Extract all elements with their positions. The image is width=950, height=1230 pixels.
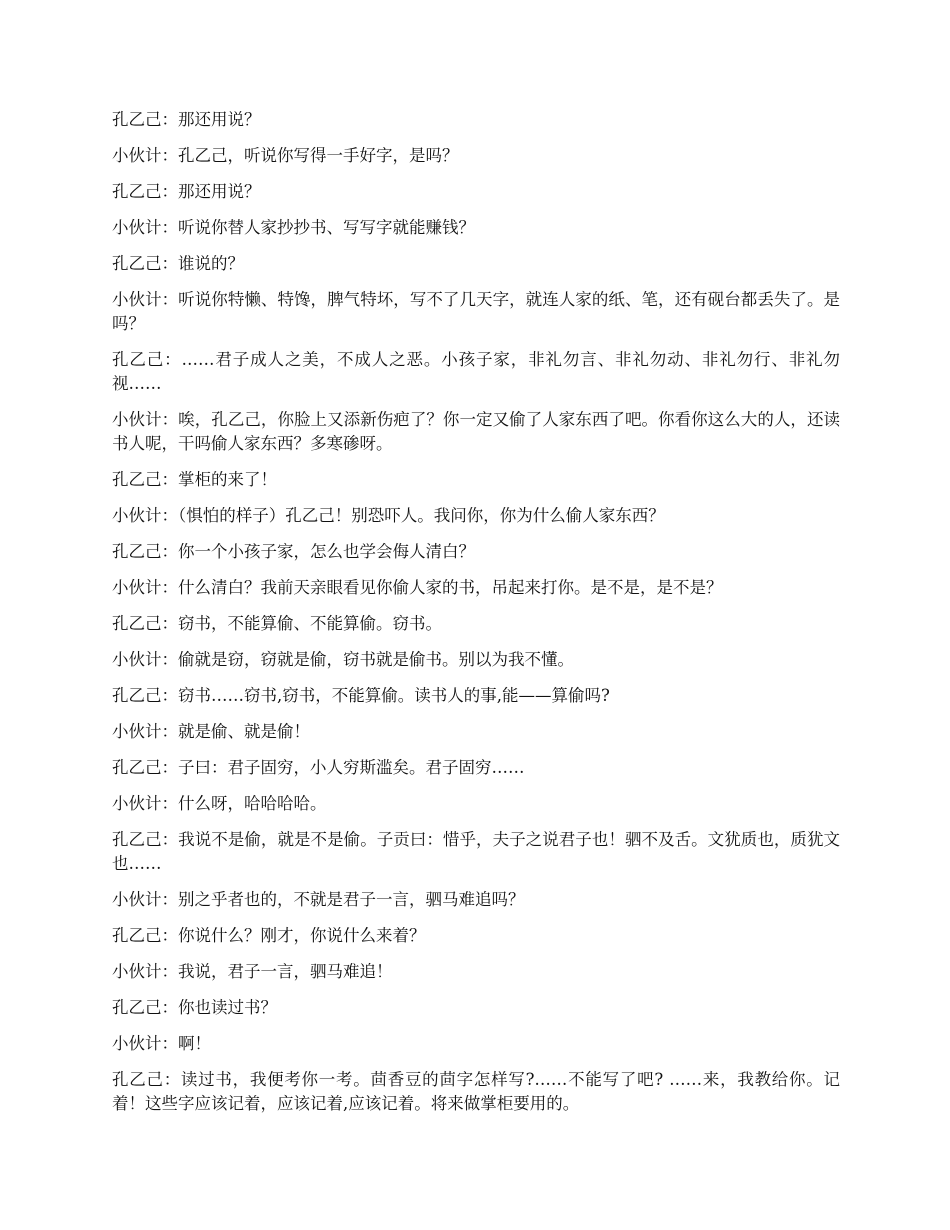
dialogue-line: 小伙计：偷就是窃，窃就是偷，窃书就是偷书。别以为我不懂。	[112, 650, 574, 669]
dialogue-line: 孔乙己：窃书，不能算偷、不能算偷。窃书。	[112, 614, 442, 633]
dialogue-line: 小伙计：听说你特懒、特馋，脾气特坏，写不了几天字，就连人家的纸、笔，还有砚台都丢失了。是吗？	[112, 290, 840, 333]
dialogue-line: 孔乙己：你说什么？刚才，你说什么来着？	[112, 926, 426, 945]
dialogue-line: 孔乙己：那还用说？	[112, 110, 261, 129]
dialogue-line: 小伙计：什么呀，哈哈哈哈。	[112, 794, 327, 813]
dialogue-line: 孔乙己：掌柜的来了！	[112, 470, 277, 489]
dialogue-line: 小伙计：就是偷、就是偷！	[112, 722, 310, 741]
dialogue-line: 小伙计：（惧怕的样子）孔乙己！别恐吓人。我问你，你为什么偷人家东西？	[112, 506, 665, 525]
dialogue-line: 小伙计：唉，孔乙己，你脸上又添新伤疤了？你一定又偷了人家东西了吧。你看你这么大的人，还读书人呢，干吗偷人家东西？多寒碜呀。	[112, 410, 840, 453]
dialogue-line: 孔乙己：谁说的？	[112, 254, 244, 273]
dialogue-line: 孔乙己：我说不是偷，就是不是偷。子贡曰：惜乎，夫子之说君子也！驷不及舌。文犹质也，质犹文也……	[112, 830, 840, 873]
dialogue-line: 小伙计：什么清白？我前天亲眼看见你偷人家的书，吊起来打你。是不是，是不是？	[112, 578, 723, 597]
dialogue-line: 小伙计：啊！	[112, 1034, 211, 1053]
dialogue-line: 孔乙己：子曰：君子固穷，小人穷斯滥矣。君子固穷……	[112, 758, 525, 777]
dialogue-line: 孔乙己：那还用说？	[112, 182, 261, 201]
dialogue-line: 小伙计：我说，君子一言，驷马难追！	[112, 962, 393, 981]
dialogue-line: 孔乙己：你一个小孩子家，怎么也学会侮人清白？	[112, 542, 475, 561]
dialogue-line: 孔乙己：窃书……窃书,窃书，不能算偷。读书人的事,能——算偷吗?	[112, 686, 610, 705]
dialogue-line: 孔乙己：……君子成人之美，不成人之恶。小孩子家，非礼勿言、非礼勿动、非礼勿行、非礼勿视……	[112, 350, 840, 393]
dialogue-line: 小伙计：孔乙己，听说你写得一手好字，是吗？	[112, 146, 459, 165]
dialogue-line: 孔乙己：读过书，我便考你一考。茴香豆的茴字怎样写?……不能写了吧? ……来，我教给你。记着！这些字应该记着，应该记着,应该记着。将来做掌柜要用的。	[112, 1070, 840, 1113]
dialogue-text	[112, 108, 840, 1128]
dialogue-line: 小伙计：别之乎者也的，不就是君子一言，驷马难追吗？	[112, 890, 525, 909]
dialogue-line: 孔乙己：你也读过书？	[112, 998, 277, 1017]
dialogue-line: 小伙计：听说你替人家抄抄书、写写字就能赚钱？	[112, 218, 475, 237]
